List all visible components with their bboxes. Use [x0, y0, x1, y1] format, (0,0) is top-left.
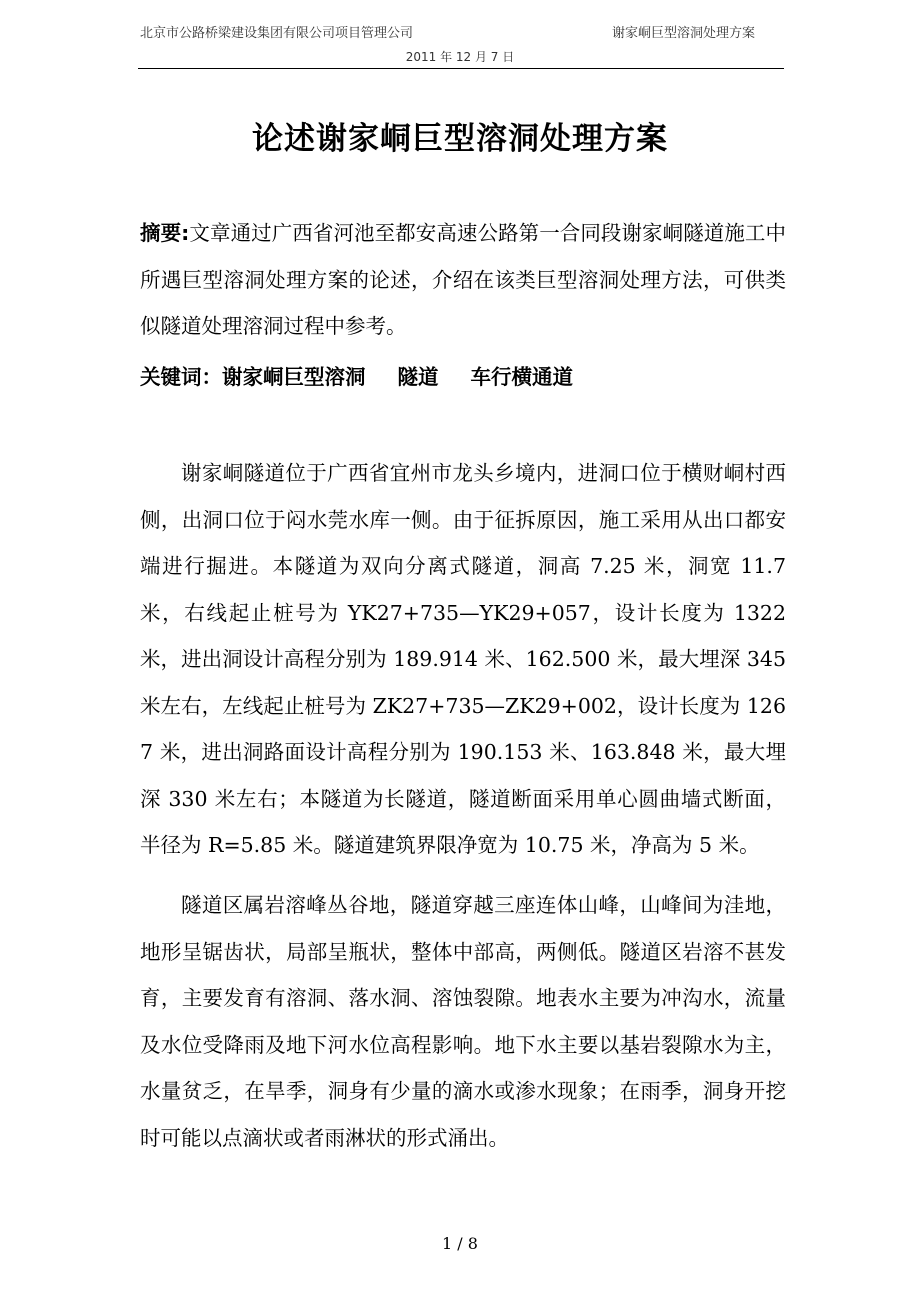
keyword-item: 隧道 — [397, 365, 439, 389]
abstract-text: 文章通过广西省河池至都安高速公路第一合同段谢家峒隧道施工中所遇巨型溶洞处理方案的论述，介绍在该类巨型溶洞处理方法，可供类似隧道处理溶洞过程中参考。 — [140, 221, 787, 338]
abstract-label: 摘要: — [140, 221, 190, 245]
page-title: 论述谢家峒巨型溶洞处理方案 — [252, 121, 668, 157]
keywords-label: 关键词： — [140, 365, 222, 389]
header-document-title: 谢家峒巨型溶洞处理方案 — [612, 26, 756, 41]
header-divider — [138, 68, 784, 69]
header-organization: 北京市公路桥梁建设集团有限公司项目管理公司 — [140, 26, 414, 41]
keywords — [140, 354, 573, 401]
keyword-item: 车行横通道 — [470, 365, 573, 389]
body-paragraph: 谢家峒隧道位于广西省宜州市龙头乡境内，进洞口位于横财峒村西侧，出洞口位于闷水莞水库一侧。由于征拆原因，施工采用从出口都安端进行掘进。本隧道为双向分离式隧道，洞高 7.25 米，洞宽 11.7 米，右线起止桩号为 YK27+735—YK29+057，设计长度为 1322 米，进出洞设计高程分别为 189.914 米、162.500 米，最大埋深 345 米左右，左线起止桩号为 ZK27+735—ZK29+002，设计长度为 1267 米，进出洞路面设计高程分别为 190.153 米、163.848 米，最大埋深 330 米左右；本隧道为长隧道，隧道断面采用单心圆曲墙式断面，半径为 R=5.85 米。隧道建筑界限净宽为 10.75 米，净高为 5 米。 — [140, 461, 786, 857]
abstract — [140, 210, 786, 350]
header-date: 2011 年 12 月 7 日 — [405, 50, 515, 64]
body-paragraph: 隧道区属岩溶峰丛谷地，隧道穿越三座连体山峰，山峰间为洼地，地形呈锯齿状，局部呈瓶状，整体中部高，两侧低。隧道区岩溶不甚发育，主要发育有溶洞、落水洞、溶蚀裂隙。地表水主要为冲沟水，流量及水位受降雨及地下河水位高程影响。地下水主要以基岩裂隙水为主，水量贫乏，在旱季，洞身有少量的滴水或渗水现象；在雨季，洞身开挖时可能以点滴状或者雨淋状的形式涌出。 — [140, 893, 786, 1150]
keyword-item: 谢家峒巨型溶洞 — [222, 365, 366, 389]
page-number: 1 / 8 — [442, 1234, 478, 1253]
